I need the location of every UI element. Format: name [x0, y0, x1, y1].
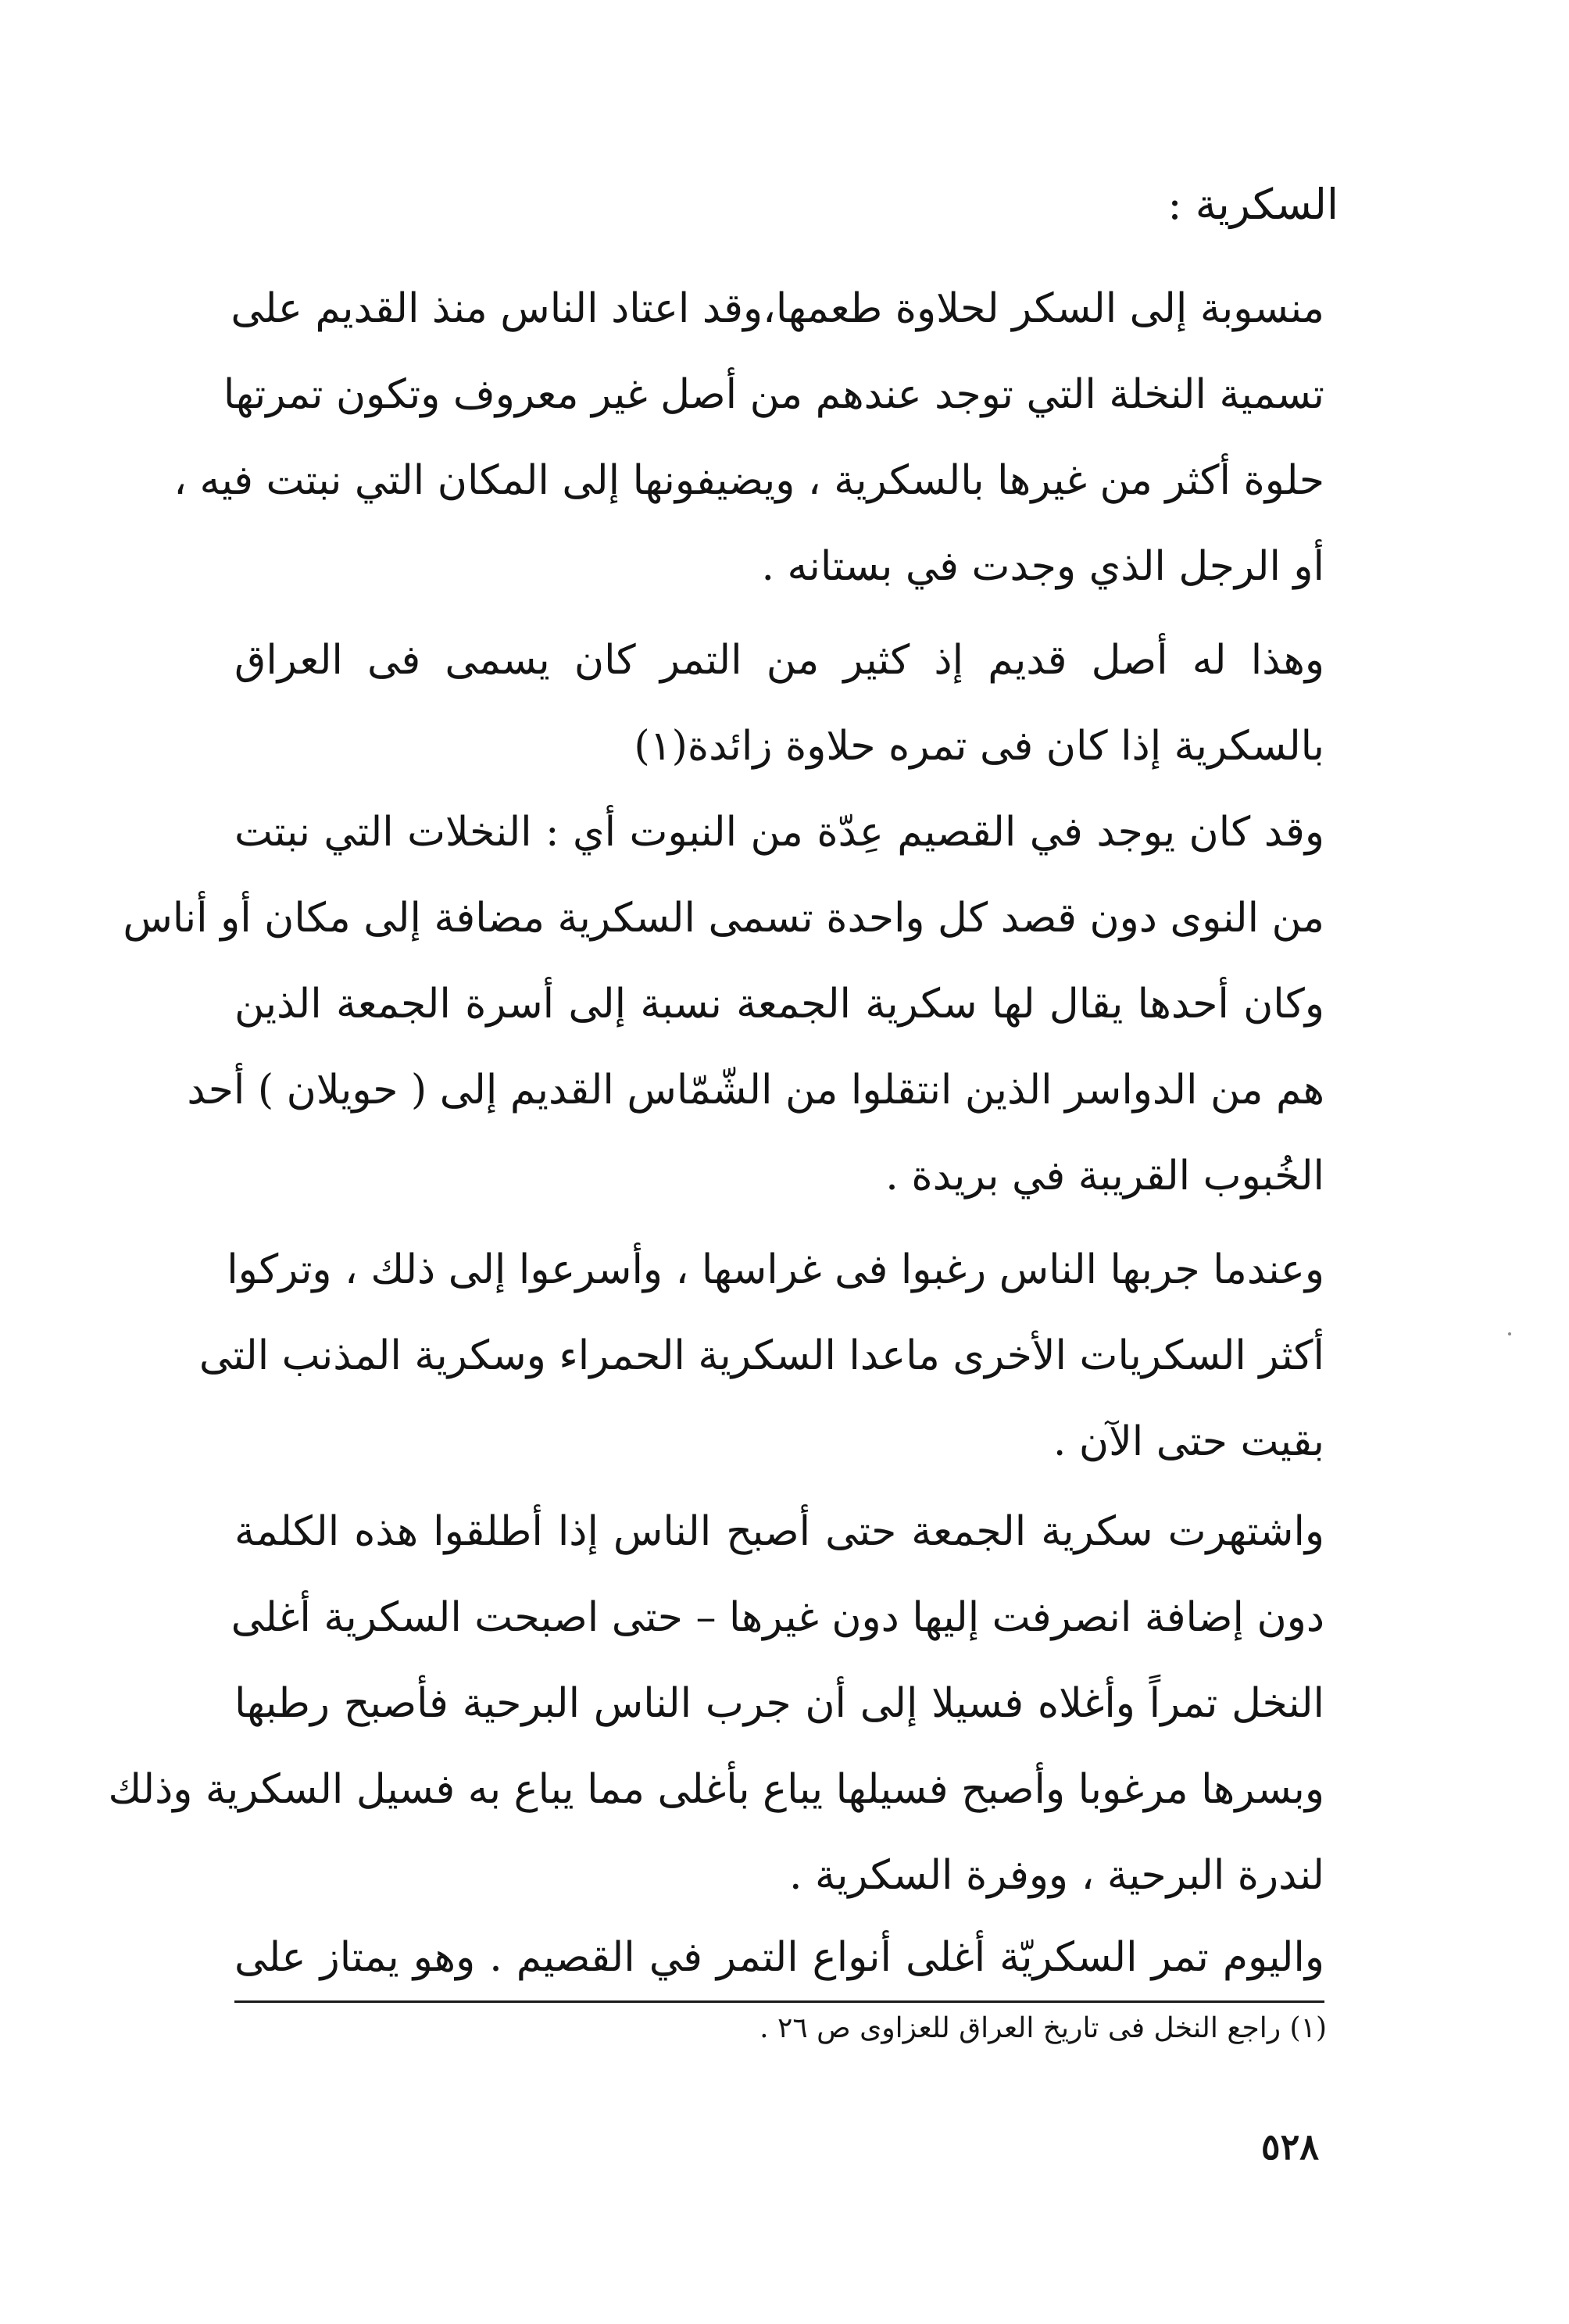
paragraph-5-line-5: لندرة البرحية ، ووفرة السكرية . — [789, 1852, 1324, 1899]
paragraph-5-line-2: دون إضافة انصرفت إليها دون غيرها – حتى اصبحت السكرية أغلى — [231, 1594, 1324, 1641]
paragraph-5-line-1: واشتهرت سكرية الجمعة حتى أصبح الناس إذا أطلقوا هذه الكلمة — [234, 1508, 1324, 1555]
section-heading: السكرية : — [1167, 180, 1338, 229]
paragraph-3-line-2: من النوى دون قصد كل واحدة تسمى السكرية مضافة إلى مكان أو أناس — [123, 895, 1324, 942]
paragraph-1-line-1: منسوبة إلى السكر لحلاوة طعمها،وقد اعتاد الناس منذ القديم على — [231, 285, 1324, 332]
paragraph-4-line-3: بقيت حتى الآن . — [1053, 1418, 1324, 1465]
paragraph-3-line-5: الخُبوب القريبة في بريدة . — [885, 1153, 1324, 1200]
paragraph-2-line-1: وهذا له أصل قديم إذ كثير من التمر كان يسمى فى العراق — [234, 637, 1324, 684]
paragraph-1-line-4: أو الرجل الذي وجدت في بستانه . — [761, 543, 1324, 590]
paragraph-3-line-3: وكان أحدها يقال لها سكرية الجمعة نسبة إلى أسرة الجمعة الذين — [234, 981, 1324, 1028]
page-number: ٥٢٨ — [1260, 2126, 1319, 2168]
paragraph-3-line-4: هم من الدواسر الذين انتقلوا من الشّمّاس القديم إلى ( حويلان ) أحد — [187, 1067, 1324, 1114]
scan-speck — [1508, 1332, 1511, 1335]
footnote-divider — [234, 2000, 1324, 2003]
paragraph-5-line-4: وبسرها مرغوبا وأصبح فسيلها يباع بأغلى مما يباع به فسيل السكرية وذلك — [108, 1766, 1324, 1813]
paragraph-1-line-3: حلوة أكثر من غيرها بالسكرية ، ويضيفونها إلى المكان التي نبتت فيه ، — [173, 457, 1324, 504]
paragraph-1-line-2: تسمية النخلة التي توجد عندهم من أصل غير معروف وتكون تمرتها — [223, 371, 1324, 418]
paragraph-4-line-2: أكثر السكريات الأخرى ماعدا السكرية الحمراء وسكرية المذنب التى — [198, 1332, 1324, 1379]
footnote: (١) راجع النخل فى تاريخ العراق للعزاوى ص ٢٦ . — [759, 2012, 1327, 2044]
paragraph-2-line-2: بالسكرية إذا كان فى تمره حلاوة زائدة(١) — [634, 723, 1324, 770]
paragraph-6-line-1: واليوم تمر السكريّة أغلى أنواع التمر في القصيم . وهو يمتاز على — [234, 1934, 1324, 1981]
paragraph-5-line-3: النخل تمراً وأغلاه فسيلا إلى أن جرب الناس البرحية فأصبح رطبها — [234, 1680, 1324, 1727]
paragraph-4-line-1: وعندما جربها الناس رغبوا فى غراسها ، وأسرعوا إلى ذلك ، وتركوا — [227, 1246, 1324, 1293]
paragraph-3-line-1: وقد كان يوجد في القصيم عِدّة من النبوت أي : النخلات التي نبتت — [234, 809, 1324, 856]
